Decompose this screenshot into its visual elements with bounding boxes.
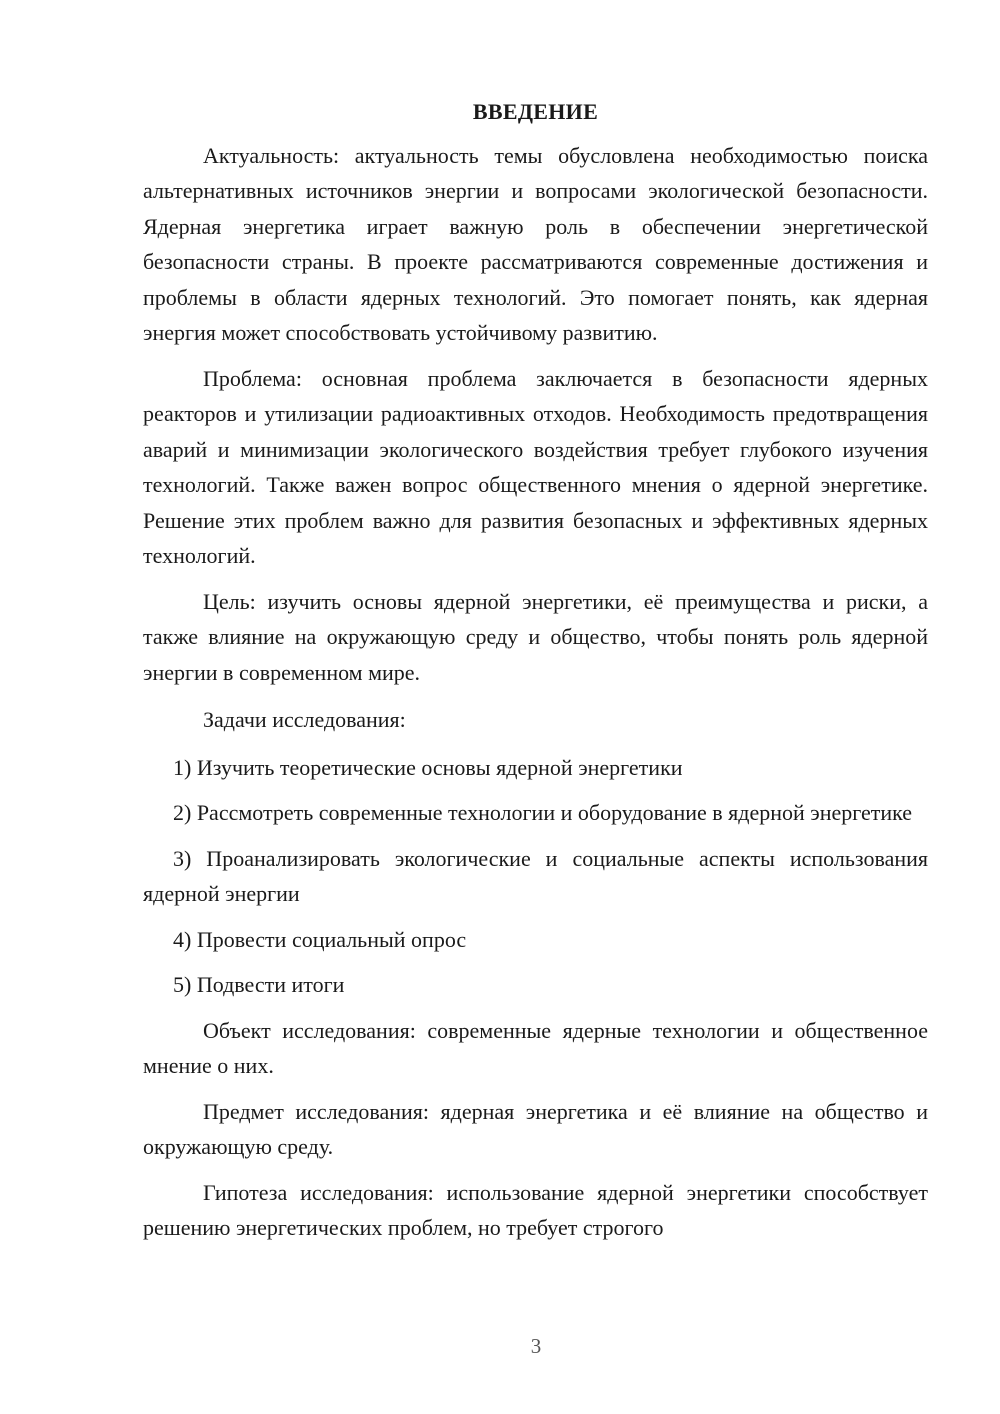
paragraph-subject: Предмет исследования: ядерная энергетика и её влияние на общество и окружающую среду. — [143, 1098, 928, 1159]
task-item-4: 4) Провести социальный опрос — [173, 926, 467, 952]
tasks-heading: Задачи исследования: — [203, 707, 406, 732]
task-item-1: 1) Изучить теоретические основы ядерной энергетики — [173, 754, 683, 780]
page-title: ВВЕДЕНИЕ — [472, 99, 599, 124]
paragraph-goal: Цель: изучить основы ядерной энергетики, её преимущества и риски, а также влияние на окружающую среду и общество, чтобы понять роль ядерной энергии в современном мире. — [143, 588, 928, 685]
task-item-2: 2) Рассмотреть современные технологии и оборудование в ядерной энергетике — [173, 800, 913, 825]
page-content — [143, 94, 928, 1256]
task-item-3: 3) Проанализировать экологические и социальные аспекты использования ядерной энергии — [143, 845, 928, 906]
paragraph-hypothesis: Гипотеза исследования: использование ядерной энергетики способствует решению энергетических проблем, но требует строгого — [143, 1179, 928, 1240]
paragraph-problem: Проблема: основная проблема заключается в безопасности ядерных реакторов и утилизации радиоактивных отходов. Необходимость предотвращения аварий и минимизации экологического воздействия требует глубокого изучения технологий. Также важен вопрос общественного мнения о ядерной энергетике. Решение этих проблем важно для развития безопасных и эффективных ядерных технологий. — [143, 365, 928, 568]
task-item-5: 5) Подвести итоги — [173, 972, 345, 997]
paragraph-object: Объект исследования: современные ядерные технологии и общественное мнение о них. — [143, 1017, 928, 1078]
page-number: 3 — [530, 1334, 542, 1358]
paragraph-relevance: Актуальность: актуальность темы обусловлена необходимостью поиска альтернативных источников энергии и вопросами экологической безопасности. Ядерная энергетика играет важную роль в обеспечении энергетической безопасности страны. В проекте рассматриваются современные достижения и проблемы в области ядерных технологий. Это помогает понять, как ядерная энергия может способствовать устойчивому развитию. — [143, 142, 928, 345]
